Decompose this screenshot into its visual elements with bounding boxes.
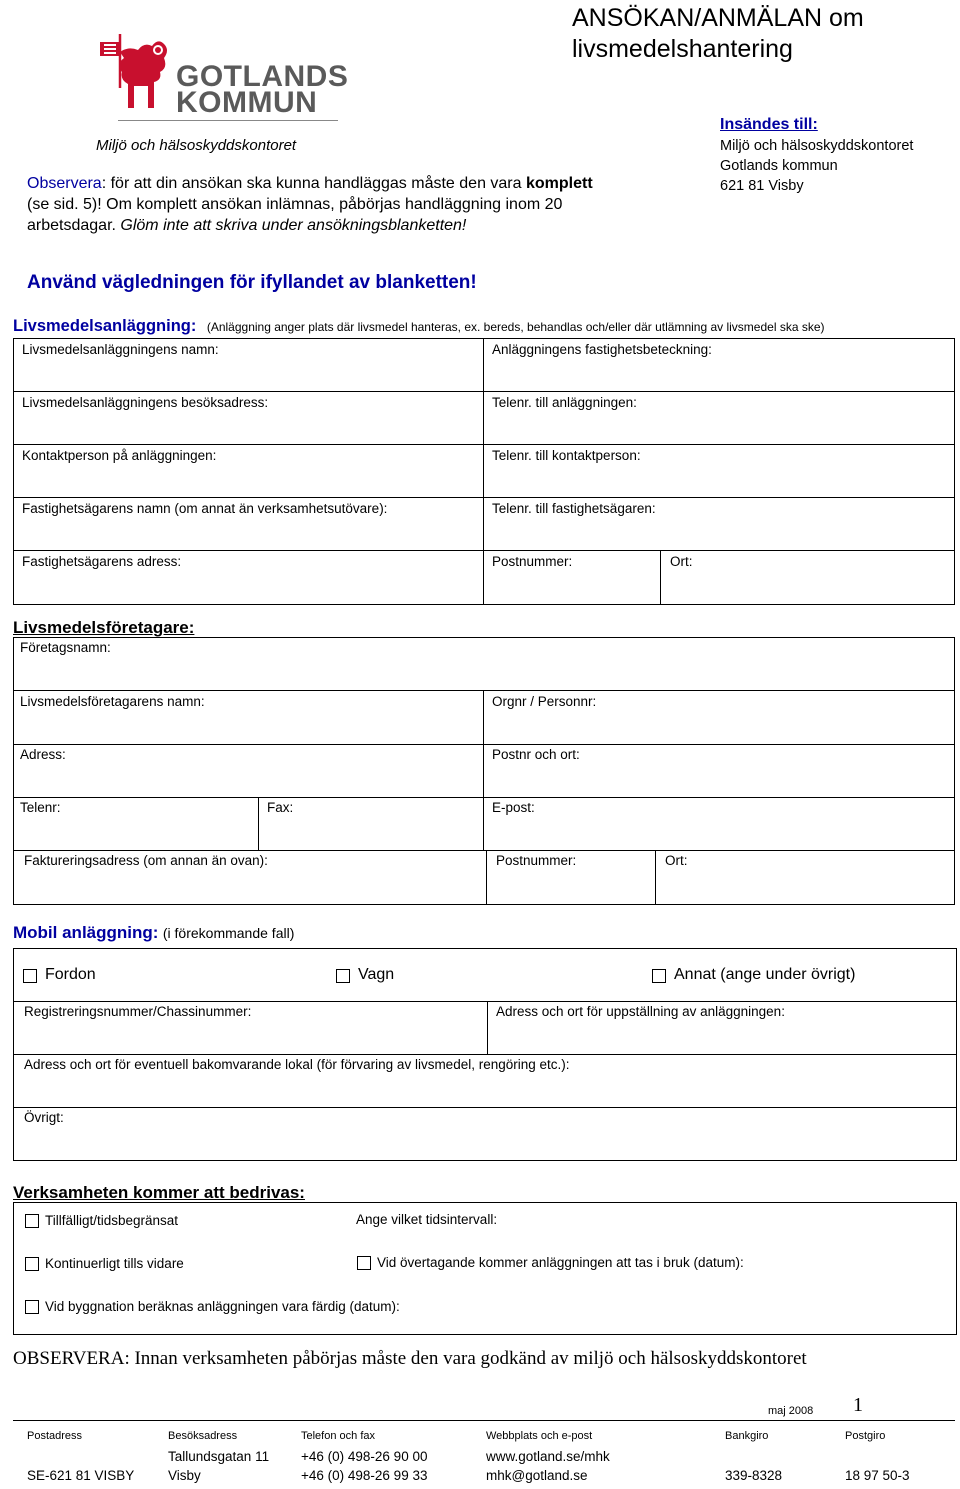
continuous-checkbox[interactable] bbox=[25, 1257, 39, 1271]
vehicle-checkbox[interactable] bbox=[23, 969, 37, 983]
operator-heading: Livsmedelsföretagare: bbox=[13, 618, 195, 637]
footer-fax: +46 (0) 498-26 99 33 bbox=[301, 1468, 428, 1483]
send-to-label: Insändes till: bbox=[720, 116, 818, 133]
operator-fax-field[interactable]: Fax: bbox=[267, 800, 294, 815]
operator-email-field[interactable]: E-post: bbox=[492, 800, 535, 815]
observe-reminder: Glöm inte att skriva under ansökningsblanketten! bbox=[120, 217, 467, 234]
other-field[interactable]: Övrigt: bbox=[24, 1110, 64, 1125]
facility-phone-field[interactable]: Telenr. till anläggningen: bbox=[492, 395, 637, 410]
footer-visit-city: Visby bbox=[168, 1468, 201, 1483]
operator-postnr-field[interactable]: Postnr och ort: bbox=[492, 747, 580, 762]
facility-heading-note: (Anläggning anger plats där livsmedel hanteras, ex. bereds, behandlas och/eller där utlämning av livsmedel ska ske) bbox=[206, 320, 825, 334]
footer-divider bbox=[13, 1420, 955, 1421]
divider bbox=[13, 391, 955, 392]
observe-line3 bbox=[27, 217, 466, 235]
divider bbox=[13, 1054, 957, 1055]
footer-postal-address: SE-621 81 VISBY bbox=[27, 1468, 135, 1483]
guidance-text: Använd vägledningen för ifyllandet av blanketten! bbox=[27, 272, 477, 293]
office-name: Miljö och hälsoskyddskontoret bbox=[96, 137, 297, 154]
back-premises-field[interactable]: Adress och ort för eventuell bakomvarande lokal (för förvaring av livsmedel, rengöring etc.): bbox=[24, 1057, 570, 1072]
divider bbox=[483, 338, 484, 605]
footer-header-bankgiro: Bankgiro bbox=[725, 1430, 769, 1442]
operator-orgnr-field[interactable]: Orgnr / Personnr: bbox=[492, 694, 597, 709]
observe-line1 bbox=[27, 175, 593, 193]
facility-owner-field[interactable]: Fastighetsägarens namn (om annat än verksamhetsutövare): bbox=[22, 501, 388, 516]
divider bbox=[486, 850, 487, 905]
observe-line3a: arbetsdagar. bbox=[27, 217, 121, 234]
send-to-line3: 621 81 Visby bbox=[720, 178, 804, 194]
facility-property-field[interactable]: Anläggningens fastighetsbeteckning: bbox=[492, 342, 712, 357]
facility-contact-field[interactable]: Kontaktperson på anläggningen: bbox=[22, 448, 217, 463]
footer-email-link[interactable]: mhk@gotland.se bbox=[486, 1468, 588, 1483]
continuous-label: Kontinuerligt tills vidare bbox=[45, 1256, 184, 1271]
divider bbox=[13, 797, 955, 798]
logo-underline bbox=[118, 120, 338, 121]
divider bbox=[13, 1001, 957, 1002]
operator-name-field[interactable]: Livsmedelsföretagarens namn: bbox=[20, 694, 205, 709]
trailer-label: Vagn bbox=[358, 966, 395, 983]
footer-header-visit: Besöksadress bbox=[168, 1430, 238, 1442]
facility-contact-phone-field[interactable]: Telenr. till kontaktperson: bbox=[492, 448, 641, 463]
operation-heading: Verksamheten kommer att bedrivas: bbox=[13, 1183, 305, 1202]
operator-billing-field[interactable]: Faktureringsadress (om annan än ovan): bbox=[24, 853, 268, 868]
divider bbox=[660, 550, 661, 605]
interval-field[interactable]: Ange vilket tidsintervall: bbox=[356, 1212, 498, 1227]
send-to-line2: Gotlands kommun bbox=[720, 158, 838, 174]
form-title-line2: livsmedelshantering bbox=[572, 35, 793, 63]
takeover-label: Vid övertagande kommer anläggningen att tas i bruk (datum): bbox=[377, 1255, 744, 1270]
divider bbox=[13, 850, 955, 851]
approval-notice: OBSERVERA: Innan verksamheten påbörjas måste den vara godkänd av miljö och hälsoskyddskontoret bbox=[13, 1348, 807, 1369]
facility-heading-title: Livsmedelsanläggning: bbox=[13, 317, 197, 335]
observe-line2: (se sid. 5)! Om komplett ansökan inlämnas, påbörjas handläggning inom 20 bbox=[27, 196, 563, 213]
operator-company-field[interactable]: Företagsnamn: bbox=[20, 640, 111, 655]
footer-visit-street: Tallundsgatan 11 bbox=[168, 1449, 270, 1464]
form-title-line1: ANSÖKAN/ANMÄLAN om bbox=[572, 4, 864, 32]
observe-text: : för att din ansökan ska kunna handläggas måste den vara bbox=[101, 175, 526, 192]
footer-header-web: Webbplats och e-post bbox=[486, 1430, 593, 1442]
temporary-checkbox[interactable] bbox=[25, 1214, 39, 1228]
mobile-heading-note: (i förekommande fall) bbox=[162, 925, 295, 941]
divider bbox=[487, 1001, 488, 1054]
divider bbox=[13, 497, 955, 498]
observe-bold: komplett bbox=[525, 175, 593, 192]
operator-postcode-field[interactable]: Postnummer: bbox=[496, 853, 577, 868]
parking-address-field[interactable]: Adress och ort för uppställning av anläggningen: bbox=[496, 1004, 785, 1019]
footer-date: maj 2008 bbox=[768, 1405, 814, 1417]
operator-phone-field[interactable]: Telenr: bbox=[20, 800, 61, 815]
operator-city-field[interactable]: Ort: bbox=[665, 853, 688, 868]
divider bbox=[13, 744, 955, 745]
send-to-line1: Miljö och hälsoskyddskontoret bbox=[720, 138, 914, 154]
divider bbox=[655, 850, 656, 905]
divider bbox=[258, 797, 259, 850]
footer-bankgiro: 339-8328 bbox=[725, 1468, 783, 1483]
mobile-heading-title: Mobil anläggning: bbox=[13, 923, 159, 942]
operator-address-field[interactable]: Adress: bbox=[20, 747, 66, 762]
facility-owner-address-field[interactable]: Fastighetsägarens adress: bbox=[22, 554, 182, 569]
takeover-checkbox[interactable] bbox=[357, 1256, 371, 1270]
divider bbox=[13, 690, 955, 691]
facility-address-field[interactable]: Livsmedelsanläggningens besöksadress: bbox=[22, 395, 269, 410]
observe-label: Observera bbox=[27, 175, 102, 192]
other-type-checkbox[interactable] bbox=[652, 969, 666, 983]
footer-postgiro: 18 97 50-3 bbox=[845, 1468, 910, 1483]
gotlands-kommun-logo bbox=[98, 28, 349, 120]
facility-city-field[interactable]: Ort: bbox=[670, 554, 693, 569]
divider bbox=[13, 550, 955, 551]
logo-text-gotlands: GOTLANDS bbox=[176, 60, 349, 93]
divider bbox=[13, 1107, 957, 1108]
facility-heading bbox=[13, 317, 825, 336]
ram-emblem-icon bbox=[98, 28, 178, 116]
footer-website-link[interactable]: www.gotland.se/mhk bbox=[486, 1449, 610, 1464]
construction-label: Vid byggnation beräknas anläggningen vara färdig (datum): bbox=[45, 1299, 400, 1314]
facility-name-field[interactable]: Livsmedelsanläggningens namn: bbox=[22, 342, 219, 357]
other-type-label: Annat (ange under övrigt) bbox=[674, 966, 856, 983]
divider bbox=[13, 444, 955, 445]
construction-checkbox[interactable] bbox=[25, 1300, 39, 1314]
registration-field[interactable]: Registreringsnummer/Chassinummer: bbox=[24, 1004, 252, 1019]
vehicle-label: Fordon bbox=[45, 966, 96, 983]
mobile-heading bbox=[13, 923, 294, 943]
footer-phone: +46 (0) 498-26 90 00 bbox=[301, 1449, 428, 1464]
footer-header-phone: Telefon och fax bbox=[301, 1430, 375, 1442]
footer-header-postal: Postadress bbox=[27, 1430, 83, 1442]
logo-text-kommun: KOMMUN bbox=[176, 86, 318, 119]
trailer-checkbox[interactable] bbox=[336, 969, 350, 983]
footer-header-postgiro: Postgiro bbox=[845, 1430, 886, 1442]
facility-owner-phone-field[interactable]: Telenr. till fastighetsägaren: bbox=[492, 501, 656, 516]
page-number: 1 bbox=[853, 1394, 863, 1416]
temporary-label: Tillfälligt/tidsbegränsat bbox=[45, 1213, 179, 1228]
divider bbox=[483, 690, 484, 850]
facility-postcode-field[interactable]: Postnummer: bbox=[492, 554, 573, 569]
